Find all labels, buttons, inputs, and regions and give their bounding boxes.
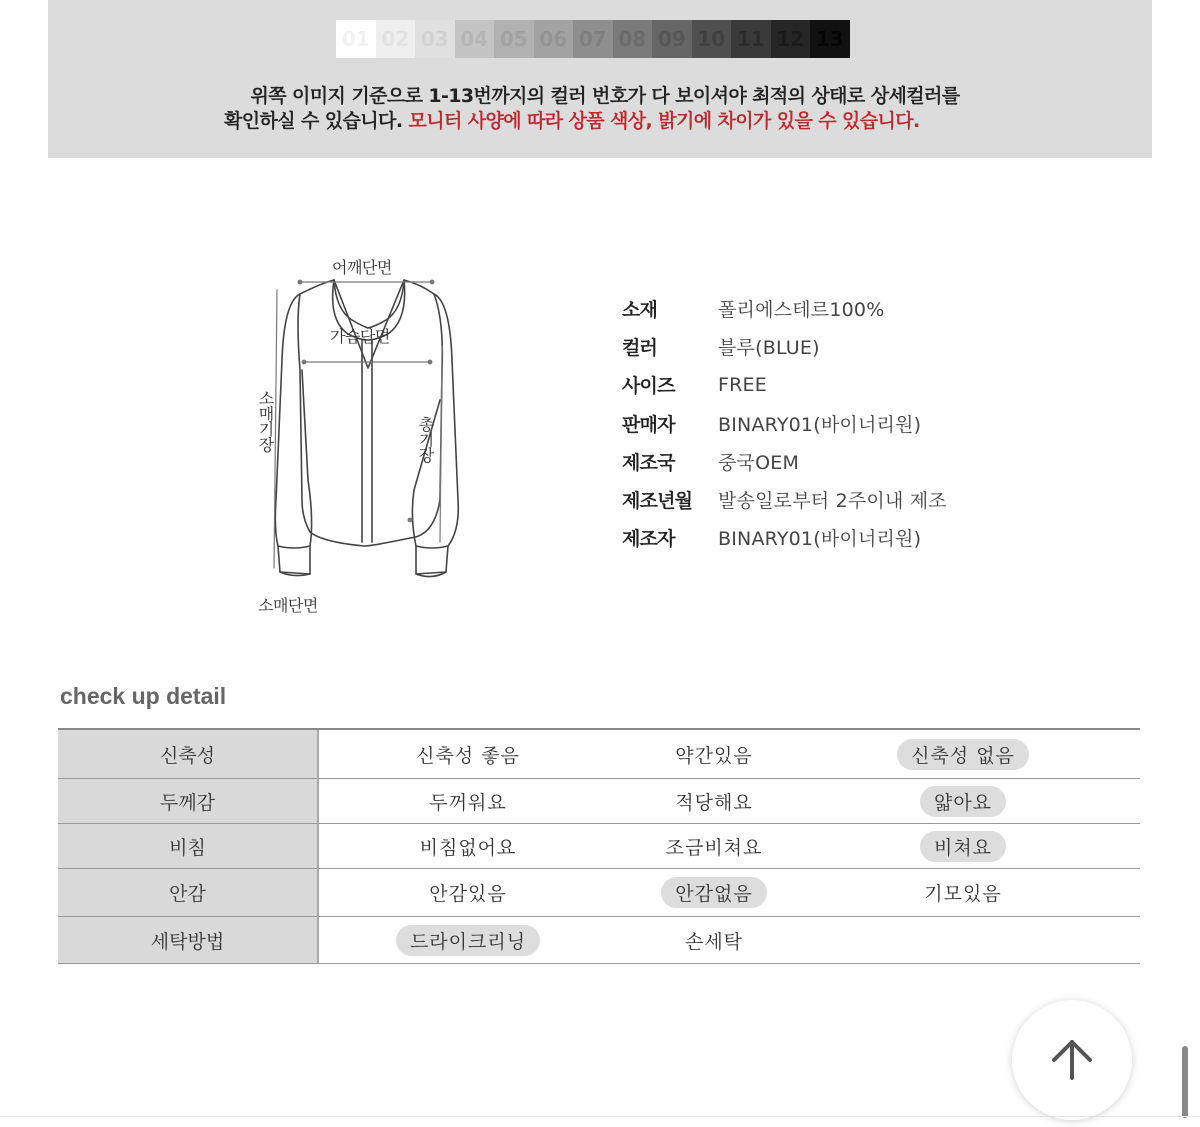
gray-swatch: 06: [534, 20, 574, 58]
selected-option-label: 안감없음: [661, 877, 766, 908]
detail-option: [614, 824, 814, 868]
check-up-detail-title: check up detail: [60, 683, 227, 709]
gray-swatch: 03: [415, 20, 455, 58]
detail-option: [368, 730, 568, 778]
spec-value: 발송일로부터 2주이내 제조: [718, 490, 947, 513]
gray-swatch: 11: [731, 20, 771, 58]
detail-option: [614, 917, 814, 963]
total-length-label: 총기장: [416, 416, 435, 463]
monitor-warning-text: 모니터 사양에 따라 상품 색상, 밝기에 차이가 있을 수 있습니다.: [408, 110, 920, 132]
detail-option: [863, 824, 1063, 868]
detail-row-header: 세탁방법: [58, 917, 319, 963]
spec-row: [622, 480, 947, 518]
detail-option: [614, 730, 814, 778]
option-label: 비침없어요: [419, 836, 517, 859]
spec-value: FREE: [718, 373, 767, 396]
gray-swatch: 04: [455, 20, 495, 58]
option-label: 안감있음: [429, 883, 507, 905]
detail-option: [368, 824, 568, 868]
detail-option: [863, 869, 1063, 916]
spec-row: [622, 519, 947, 557]
spec-key: 소재: [622, 298, 658, 321]
spec-key: 사이즈: [622, 375, 675, 398]
spec-row: [622, 327, 947, 365]
gray-swatch: 12: [771, 20, 811, 58]
spec-row: [622, 442, 947, 480]
spec-value: 블루(BLUE): [718, 336, 820, 359]
arrow-up-icon: [1048, 1036, 1096, 1084]
sleeve-length-label: 소매기장: [256, 390, 275, 452]
detail-row-header: 신축성: [58, 730, 319, 778]
selected-option-label: 드라이크리닝: [396, 925, 540, 956]
scroll-to-top-button[interactable]: [1012, 1000, 1132, 1120]
spec-value: 중국OEM: [718, 451, 800, 474]
gray-swatch: 13: [810, 20, 850, 58]
detail-row: [58, 779, 1140, 824]
detail-option: [863, 730, 1063, 778]
page-bottom-divider: [0, 1116, 1200, 1117]
detail-row: [58, 917, 1140, 964]
detail-row-header: 비침: [58, 824, 319, 868]
spec-key: 컬러: [622, 336, 658, 359]
gray-swatch: 09: [652, 20, 692, 58]
option-label: 두꺼워요: [429, 791, 507, 814]
spec-value: BINARY01(바이너리원): [718, 528, 922, 551]
spec-value: BINARY01(바이너리원): [718, 413, 922, 436]
option-label: 손세탁: [684, 930, 744, 953]
spec-row: [622, 404, 947, 442]
scrollbar-thumb[interactable]: [1182, 1046, 1188, 1118]
detail-option: [614, 869, 814, 916]
option-label: 신축성 좋음: [416, 744, 520, 767]
selected-option-label: 신축성 없음: [897, 739, 1029, 770]
spec-key: 제조국: [622, 451, 675, 474]
detail-option: [614, 779, 814, 823]
calibration-notice-text: 확인하실 수 있습니다.: [224, 110, 409, 132]
chest-width-label: 가슴단면: [330, 327, 390, 346]
selected-option-label: 비쳐요: [920, 831, 1006, 862]
spec-key: 제조년월: [622, 490, 693, 513]
spec-row: [622, 289, 947, 327]
grayscale-swatch-strip: [336, 20, 850, 58]
selected-option-label: 얇아요: [920, 786, 1006, 817]
option-label: 약간있음: [675, 744, 753, 767]
color-calibration-banner: [48, 0, 1152, 158]
detail-option: [863, 779, 1063, 823]
detail-option: [368, 869, 568, 916]
option-label: 적당해요: [675, 791, 753, 814]
garment-measurement-diagram: [252, 250, 472, 620]
check-up-detail-table: [58, 728, 1140, 964]
option-label: 기모있음: [924, 883, 1002, 905]
detail-row-header: 두께감: [58, 779, 319, 823]
spec-key: 제조자: [622, 528, 675, 551]
gray-swatch: 07: [573, 20, 613, 58]
spec-value: 폴리에스테르100%: [718, 298, 885, 321]
spec-row: [622, 366, 947, 404]
detail-row: [58, 824, 1140, 869]
shoulder-width-label: 어깨단면: [332, 258, 392, 277]
blouse-illustration: [252, 250, 472, 620]
product-spec-table: [622, 289, 947, 557]
detail-option: [368, 779, 568, 823]
spec-key: 판매자: [622, 413, 675, 436]
gray-swatch: 05: [494, 20, 534, 58]
gray-swatch: 02: [376, 20, 416, 58]
gray-swatch: 01: [336, 20, 376, 58]
gray-swatch: 10: [692, 20, 732, 58]
gray-swatch: 08: [613, 20, 653, 58]
cuff-width-label: 소매단면: [258, 596, 318, 615]
calibration-notice-line-1: 위쪽 이미지 기준으로 1-13번까지의 컬러 번호가 다 보이셔야 최적의 상태로 상세컬러를: [250, 85, 960, 107]
detail-row: [58, 869, 1140, 917]
detail-row-header: 안감: [58, 869, 319, 916]
detail-row: [58, 730, 1140, 779]
calibration-notice-line-2: [48, 106, 1152, 133]
detail-option: [368, 917, 568, 963]
option-label: 조금비쳐요: [665, 836, 763, 859]
